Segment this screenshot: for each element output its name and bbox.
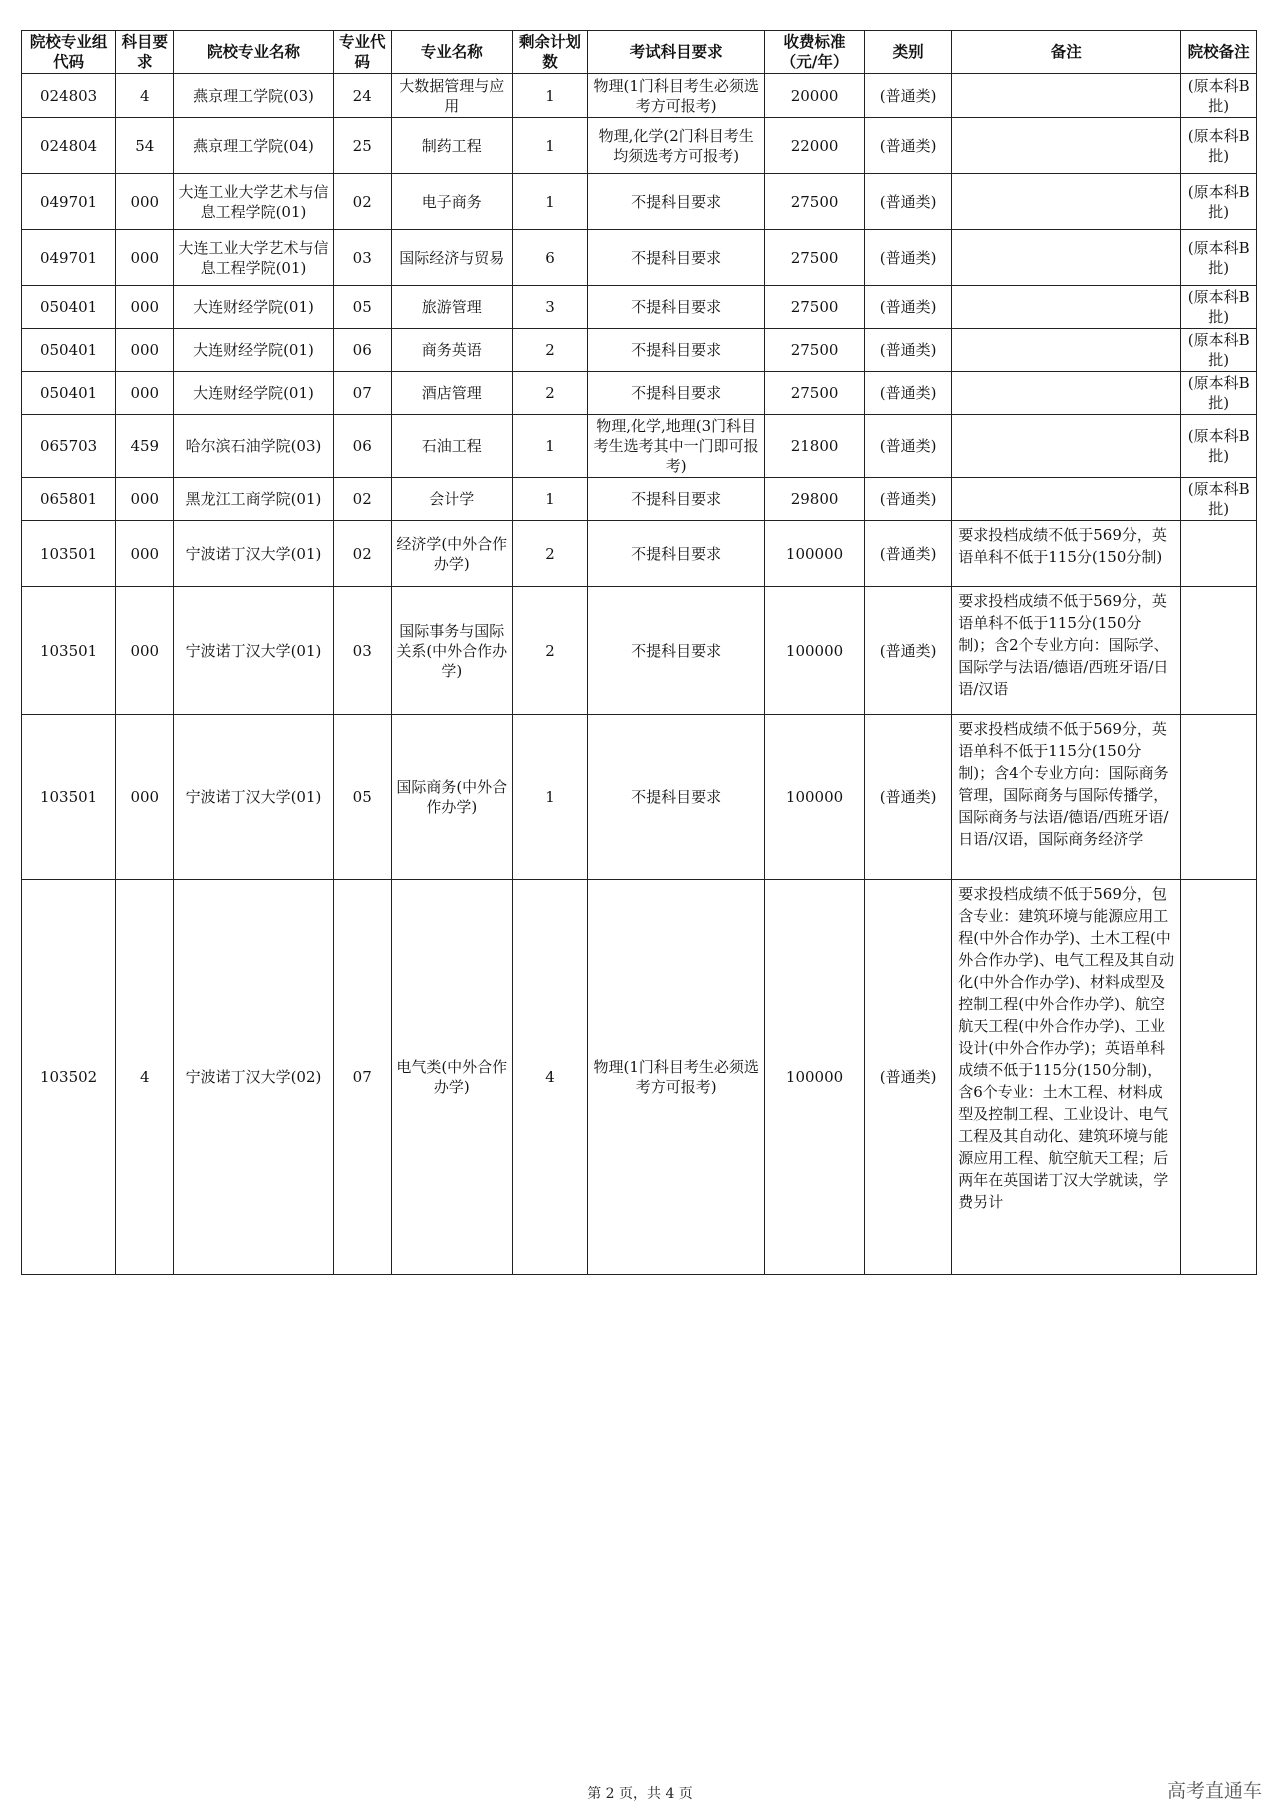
major-code-cell: 07 (333, 880, 391, 1275)
remaining-cell: 2 (512, 587, 588, 715)
category-cell: (普通类) (865, 415, 952, 478)
category-cell: (普通类) (865, 230, 952, 286)
category-cell: (普通类) (865, 372, 952, 415)
exam-req-cell: 不提科目要求 (588, 587, 765, 715)
major-cell: 酒店管理 (391, 372, 512, 415)
header-note: 备注 (952, 31, 1181, 74)
fee-cell: 100000 (765, 715, 865, 880)
major-cell: 国际商务(中外合作办学) (391, 715, 512, 880)
remaining-cell: 6 (512, 230, 588, 286)
table-row (22, 74, 1257, 118)
fee-cell: 22000 (765, 118, 865, 174)
school-note-cell: (原本科B批) (1181, 329, 1257, 372)
note-cell (952, 174, 1181, 230)
school-note-cell: (原本科B批) (1181, 174, 1257, 230)
subject-req-cell: 459 (116, 415, 174, 478)
category-cell: (普通类) (865, 118, 952, 174)
major-code-cell: 24 (333, 74, 391, 118)
fee-cell: 100000 (765, 587, 865, 715)
school-cell: 大连财经学院(01) (174, 286, 333, 329)
header-remaining: 剩余计划数 (512, 31, 588, 74)
header-major: 专业名称 (391, 31, 512, 74)
table-row (22, 715, 1257, 880)
subject-req-cell: 000 (116, 521, 174, 587)
school-note-cell: (原本科B批) (1181, 286, 1257, 329)
school-cell: 宁波诺丁汉大学(01) (174, 715, 333, 880)
note-cell: 要求投档成绩不低于569分，英语单科不低于115分(150分制) (952, 521, 1181, 587)
subject-req-cell: 54 (116, 118, 174, 174)
major-cell: 经济学(中外合作办学) (391, 521, 512, 587)
major-code-cell: 06 (333, 329, 391, 372)
major-code-cell: 02 (333, 174, 391, 230)
remaining-cell: 1 (512, 478, 588, 521)
major-cell: 国际经济与贸易 (391, 230, 512, 286)
major-cell: 石油工程 (391, 415, 512, 478)
watermark: 高考直通车 (1166, 1780, 1262, 1802)
school-cell: 大连财经学院(01) (174, 329, 333, 372)
category-cell: (普通类) (865, 715, 952, 880)
group-code-cell: 103501 (22, 521, 116, 587)
exam-req-cell: 物理(1门科目考生必须选考方可报考) (588, 74, 765, 118)
group-code-cell: 065703 (22, 415, 116, 478)
header-fee: 收费标准（元/年） (765, 31, 865, 74)
fee-cell: 100000 (765, 521, 865, 587)
school-cell: 燕京理工学院(04) (174, 118, 333, 174)
admission-plan-table (21, 30, 1257, 1275)
school-note-cell (1181, 587, 1257, 715)
remaining-cell: 1 (512, 415, 588, 478)
subject-req-cell: 000 (116, 230, 174, 286)
subject-req-cell: 4 (116, 880, 174, 1275)
exam-req-cell: 不提科目要求 (588, 715, 765, 880)
school-cell: 大连财经学院(01) (174, 372, 333, 415)
remaining-cell: 2 (512, 329, 588, 372)
exam-req-cell: 不提科目要求 (588, 329, 765, 372)
major-code-cell: 02 (333, 521, 391, 587)
fee-cell: 27500 (765, 230, 865, 286)
note-cell (952, 74, 1181, 118)
remaining-cell: 1 (512, 174, 588, 230)
school-note-cell (1181, 880, 1257, 1275)
category-cell: (普通类) (865, 174, 952, 230)
major-code-cell: 05 (333, 715, 391, 880)
note-cell (952, 329, 1181, 372)
fee-cell: 100000 (765, 880, 865, 1275)
note-cell: 要求投档成绩不低于569分，英语单科不低于115分(150分制)；含4个专业方向：国际商务管理，国际商务与国际传播学，国际商务与法语/德语/西班牙语/日语/汉语，国际商务经济学 (952, 715, 1181, 880)
exam-req-cell: 不提科目要求 (588, 286, 765, 329)
table-row (22, 174, 1257, 230)
note-cell: 要求投档成绩不低于569分，包含专业：建筑环境与能源应用工程(中外合作办学)、土木工程(中外合作办学)、电气工程及其自动化(中外合作办学)、材料成型及控制工程(中外合作办学)、航空航天工程(中外合作办学)、工业设计(中外合作办学)；英语单科成绩不低于115分(150分制)，含6个专业：土木工程、材料成型及控制工程、工业设计、电气工程及其自动化、建筑环境与能源应用工程、航空航天工程；后两年在英国诺丁汉大学就读，学费另计 (952, 880, 1181, 1275)
exam-req-cell: 物理,化学,地理(3门科目考生选考其中一门即可报考) (588, 415, 765, 478)
note-cell: 要求投档成绩不低于569分，英语单科不低于115分(150分制)；含2个专业方向：国际学、国际学与法语/德语/西班牙语/日语/汉语 (952, 587, 1181, 715)
header-category: 类别 (865, 31, 952, 74)
school-note-cell (1181, 521, 1257, 587)
school-note-cell: (原本科B批) (1181, 478, 1257, 521)
header-row (22, 31, 1257, 74)
group-code-cell: 050401 (22, 286, 116, 329)
school-cell: 大连工业大学艺术与信息工程学院(01) (174, 174, 333, 230)
subject-req-cell: 000 (116, 587, 174, 715)
fee-cell: 27500 (765, 372, 865, 415)
fee-cell: 20000 (765, 74, 865, 118)
page-number: 第 2 页，共 4 页 (587, 1786, 693, 1802)
category-cell: (普通类) (865, 587, 952, 715)
note-cell (952, 415, 1181, 478)
remaining-cell: 3 (512, 286, 588, 329)
major-cell: 会计学 (391, 478, 512, 521)
note-cell (952, 372, 1181, 415)
group-code-cell: 103501 (22, 715, 116, 880)
exam-req-cell: 不提科目要求 (588, 372, 765, 415)
major-cell: 电子商务 (391, 174, 512, 230)
major-cell: 大数据管理与应用 (391, 74, 512, 118)
category-cell: (普通类) (865, 74, 952, 118)
subject-req-cell: 000 (116, 478, 174, 521)
exam-req-cell: 不提科目要求 (588, 230, 765, 286)
school-cell: 哈尔滨石油学院(03) (174, 415, 333, 478)
group-code-cell: 050401 (22, 372, 116, 415)
school-cell: 燕京理工学院(03) (174, 74, 333, 118)
major-code-cell: 05 (333, 286, 391, 329)
category-cell: (普通类) (865, 286, 952, 329)
remaining-cell: 1 (512, 118, 588, 174)
table-row (22, 286, 1257, 329)
table-row (22, 880, 1257, 1275)
header-group-code: 院校专业组代码 (22, 31, 116, 74)
table-row (22, 521, 1257, 587)
header-school-note: 院校备注 (1181, 31, 1257, 74)
subject-req-cell: 000 (116, 715, 174, 880)
table-row (22, 372, 1257, 415)
remaining-cell: 1 (512, 715, 588, 880)
exam-req-cell: 不提科目要求 (588, 174, 765, 230)
school-cell: 大连工业大学艺术与信息工程学院(01) (174, 230, 333, 286)
note-cell (952, 286, 1181, 329)
subject-req-cell: 000 (116, 174, 174, 230)
group-code-cell: 024804 (22, 118, 116, 174)
table-row (22, 230, 1257, 286)
school-cell: 黑龙江工商学院(01) (174, 478, 333, 521)
group-code-cell: 103502 (22, 880, 116, 1275)
group-code-cell: 065801 (22, 478, 116, 521)
table-row (22, 415, 1257, 478)
school-note-cell: (原本科B批) (1181, 74, 1257, 118)
exam-req-cell: 不提科目要求 (588, 478, 765, 521)
subject-req-cell: 000 (116, 286, 174, 329)
header-subject-req: 科目要求 (116, 31, 174, 74)
table-body (22, 74, 1257, 1275)
category-cell: (普通类) (865, 521, 952, 587)
category-cell: (普通类) (865, 329, 952, 372)
school-cell: 宁波诺丁汉大学(01) (174, 521, 333, 587)
major-code-cell: 02 (333, 478, 391, 521)
fee-cell: 21800 (765, 415, 865, 478)
fee-cell: 27500 (765, 286, 865, 329)
school-cell: 宁波诺丁汉大学(02) (174, 880, 333, 1275)
note-cell (952, 118, 1181, 174)
school-cell: 宁波诺丁汉大学(01) (174, 587, 333, 715)
fee-cell: 27500 (765, 329, 865, 372)
group-code-cell: 024803 (22, 74, 116, 118)
group-code-cell: 050401 (22, 329, 116, 372)
major-code-cell: 07 (333, 372, 391, 415)
major-cell: 国际事务与国际关系(中外合作办学) (391, 587, 512, 715)
table-row (22, 329, 1257, 372)
table-row (22, 587, 1257, 715)
major-cell: 旅游管理 (391, 286, 512, 329)
group-code-cell: 049701 (22, 174, 116, 230)
table-row (22, 478, 1257, 521)
subject-req-cell: 4 (116, 74, 174, 118)
remaining-cell: 4 (512, 880, 588, 1275)
remaining-cell: 1 (512, 74, 588, 118)
header-major-code: 专业代码 (333, 31, 391, 74)
remaining-cell: 2 (512, 372, 588, 415)
group-code-cell: 049701 (22, 230, 116, 286)
remaining-cell: 2 (512, 521, 588, 587)
header-exam-req: 考试科目要求 (588, 31, 765, 74)
major-cell: 商务英语 (391, 329, 512, 372)
major-code-cell: 25 (333, 118, 391, 174)
exam-req-cell: 不提科目要求 (588, 521, 765, 587)
group-code-cell: 103501 (22, 587, 116, 715)
school-note-cell: (原本科B批) (1181, 415, 1257, 478)
category-cell: (普通类) (865, 478, 952, 521)
major-code-cell: 03 (333, 587, 391, 715)
major-code-cell: 06 (333, 415, 391, 478)
subject-req-cell: 000 (116, 372, 174, 415)
table-row (22, 118, 1257, 174)
subject-req-cell: 000 (116, 329, 174, 372)
school-note-cell (1181, 715, 1257, 880)
exam-req-cell: 物理(1门科目考生必须选考方可报考) (588, 880, 765, 1275)
fee-cell: 27500 (765, 174, 865, 230)
note-cell (952, 230, 1181, 286)
note-cell (952, 478, 1181, 521)
school-note-cell: (原本科B批) (1181, 230, 1257, 286)
school-note-cell: (原本科B批) (1181, 118, 1257, 174)
fee-cell: 29800 (765, 478, 865, 521)
major-code-cell: 03 (333, 230, 391, 286)
header-school: 院校专业名称 (174, 31, 333, 74)
exam-req-cell: 物理,化学(2门科目考生均须选考方可报考) (588, 118, 765, 174)
school-note-cell: (原本科B批) (1181, 372, 1257, 415)
major-cell: 电气类(中外合作办学) (391, 880, 512, 1275)
category-cell: (普通类) (865, 880, 952, 1275)
major-cell: 制药工程 (391, 118, 512, 174)
